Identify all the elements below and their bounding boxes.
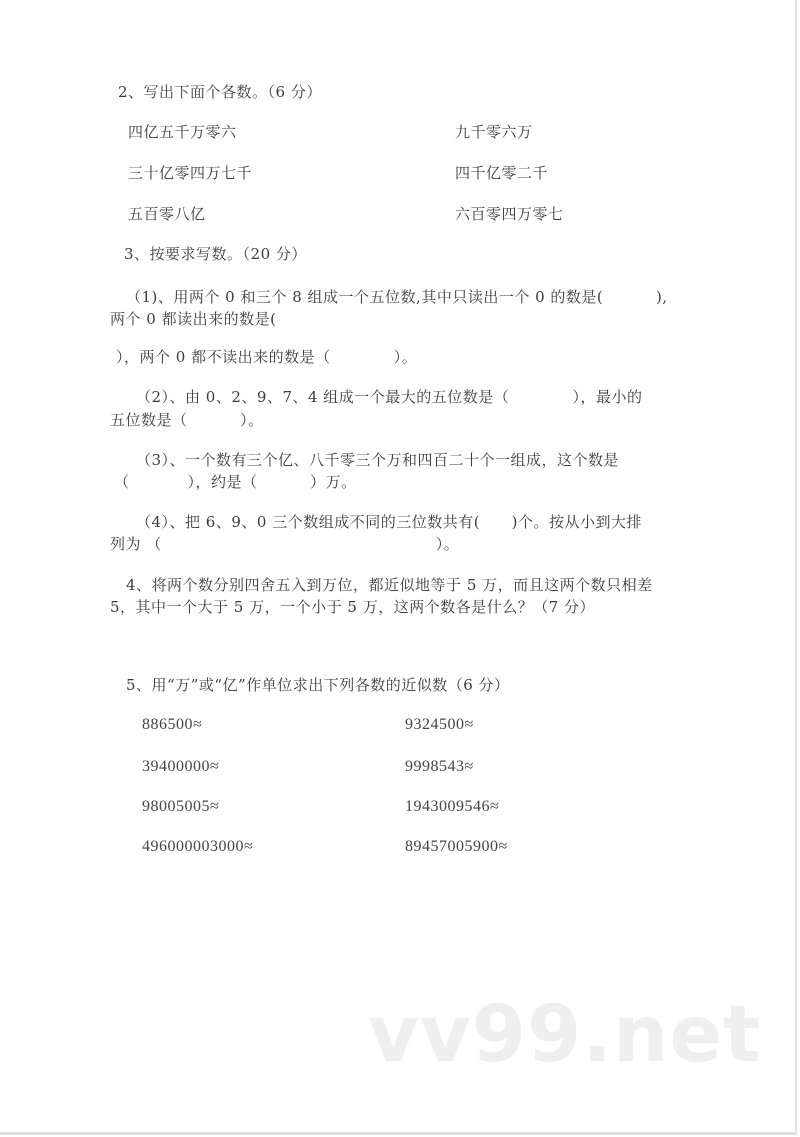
section-2-item-right-3: 六百零四万零七 — [455, 205, 564, 223]
section-3-q1-line-1: （1)、用两个 0 和三个 8 组成一个五位数,其中只读出一个 0 的数是( ), — [126, 288, 668, 306]
section-5-item-right-4: 89457005900≈ — [405, 838, 508, 855]
section-4-line-2: 5，其中一个大于 5 万，一个小于 5 万，这两个数各是什么？（7 分） — [110, 598, 596, 616]
section-5-item-right-2: 9998543≈ — [405, 758, 474, 775]
section-3-q4-line-2: 列为 （ ）。 — [110, 535, 460, 553]
section-5-item-left-4: 496000003000≈ — [142, 838, 254, 855]
section-3-q4-line-1: （4）、把 6、9、0 三个数组成不同的三位数共有( )个。按从小到大排 — [136, 513, 643, 531]
section-2-title: 2、写出下面个各数。（6 分） — [118, 83, 322, 101]
section-5-item-left-2: 39400000≈ — [142, 758, 220, 775]
section-3-q2-line-1: （2）、由 0、2、9、7、4 组成一个最大的五位数是（ ），最小的 — [136, 388, 643, 406]
section-2-item-right-1: 九千零六万 — [455, 123, 533, 141]
section-4-line-1: 4、将两个数分别四舍五入到万位，都近似地等于 5 万，而且这两个数只相差 — [126, 576, 653, 594]
section-5-item-right-1: 9324500≈ — [405, 716, 474, 733]
section-2-item-left-1: 四亿五千万零六 — [128, 123, 237, 141]
watermark: vv99.net — [368, 990, 762, 1080]
section-3-q2-line-2: 五位数是（ ）。 — [110, 411, 264, 429]
section-5-item-right-3: 1943009546≈ — [405, 798, 500, 815]
section-2-item-left-2: 三十亿零四万七千 — [128, 164, 253, 182]
section-3-q3-line-1: （3）、一个数有三个亿、八千零三个万和四百二十个一组成，这个数是 — [136, 451, 620, 469]
section-3-q1-line-2: 两个 0 都读出来的数是( — [110, 310, 277, 328]
section-3-q3-line-2: （ ），约是（ ）万。 — [114, 473, 357, 491]
section-2-item-right-2: 四千亿零二千 — [455, 164, 549, 182]
section-5-item-left-3: 98005005≈ — [142, 798, 220, 815]
section-3-q1-line-3: ），两个 0 都不读出来的数是（ ）。 — [116, 348, 418, 366]
section-5-title: 5、用“万”或“亿”作单位求出下列各数的近似数（6 分） — [126, 676, 510, 694]
section-3-title: 3、按要求写数。（20 分） — [124, 245, 307, 263]
section-2-item-left-3: 五百零八亿 — [128, 205, 206, 223]
section-5-item-left-1: 886500≈ — [142, 716, 203, 733]
